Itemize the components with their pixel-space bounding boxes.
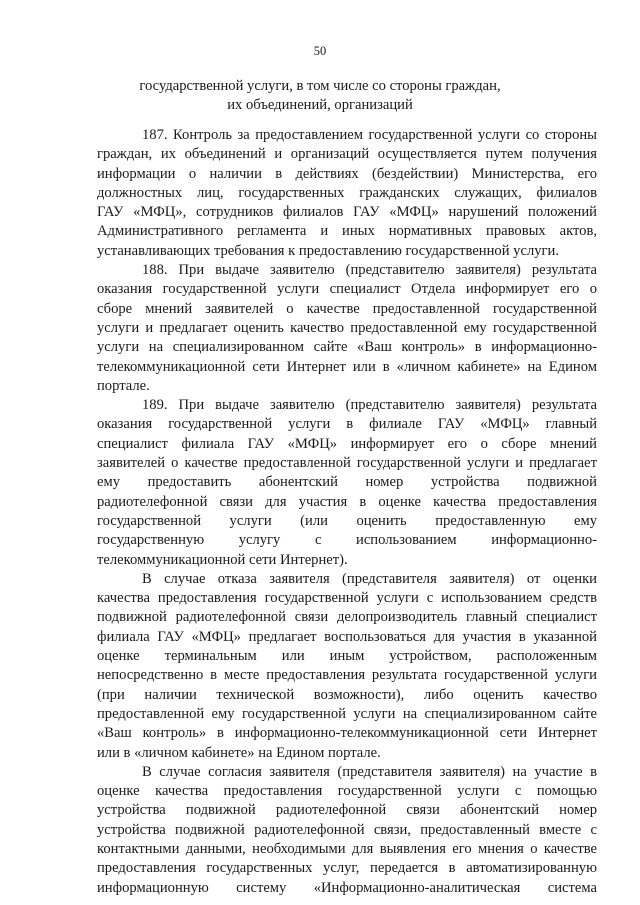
paragraph-187: [97, 126, 597, 261]
text-line: 187. Контроль за предоставлением государственной услуги со стороны: [142, 127, 597, 143]
text-line: заявителей о качестве предоставленной государственной услуги и предлагает: [97, 455, 597, 472]
paragraph-refusal: [97, 570, 597, 763]
heading-line: государственной услуги, в том числе со стороны граждан,: [139, 78, 501, 94]
text-line: ему предоставить абонентский номер устройства подвижной: [97, 474, 597, 491]
text-line: оказания государственной услуги в филиале ГАУ «МФЦ» главный: [97, 416, 597, 433]
text-line: ГАУ «МФЦ», сотрудников филиалов ГАУ «МФЦ» нарушений положений: [97, 204, 597, 221]
text-line: информации о наличии в действиях (бездействии) Министерства, его: [97, 165, 597, 182]
text-line: устройства подвижной радиотелефонной связи, предоставленный вместе с: [97, 821, 597, 838]
text-line: предоставленной ему государственной услуги на специализированном сайте: [97, 705, 597, 722]
text-line: оказания государственной услуги специалист Отдела информирует его о: [97, 281, 597, 298]
body-text: [97, 126, 597, 898]
text-line: подвижной радиотелефонной связи делопроизводитель главный специалист: [97, 609, 597, 626]
text-line: предоставления государственных услуг, передается в автоматизированную: [97, 860, 597, 877]
text-line: граждан, их объединений и организаций осуществляется путем получения: [97, 146, 597, 163]
text-line: качества предоставления государственной услуги с использованием средств: [97, 590, 597, 607]
text-line: должностных лиц, государственных гражданских служащих, филиалов: [97, 184, 597, 201]
text-line: 189. При выдаче заявителю (представителю заявителя) результата: [142, 397, 597, 414]
text-line: оценке качества предоставления государственной услуги с помощью: [97, 783, 597, 800]
text-line: филиала ГАУ «МФЦ» предлагает воспользоваться для участия в указанной: [97, 628, 597, 645]
text-line: сборе мнений заявителей о качестве предоставленной государственной: [97, 300, 597, 317]
section-heading: [0, 77, 640, 116]
text-line: Административного регламента и иных нормативных правовых актов,: [97, 223, 597, 240]
paragraph-189: [97, 396, 597, 570]
text-line: информационную систему «Информационно-аналитическая система: [97, 879, 597, 896]
text-line: «Ваш контроль» в информационно-телекоммуникационной сети Интернет: [97, 725, 597, 742]
text-line: В случае отказа заявителя (представителя заявителя) от оценки: [142, 570, 597, 587]
text-line: оценке терминальным или иным устройством, расположенным: [97, 648, 597, 665]
text-line: услуги на специализированном сайте «Ваш контроль» в информационно-: [97, 339, 597, 356]
paragraph-consent: [97, 763, 597, 898]
text-line: государственную услугу с использованием информационно-: [97, 532, 597, 549]
text-line: непосредственно в месте предоставления результата государственной услуги: [97, 667, 597, 684]
text-line: государственной услуги (или оценить предоставленную ему: [97, 512, 597, 529]
text-line: телекоммуникационной сети Интернет).: [97, 551, 348, 568]
page-number: 50: [313, 44, 327, 58]
paragraph-188: [97, 261, 597, 396]
heading-line: их объединений, организаций: [227, 97, 413, 114]
text-line: специалист филиала ГАУ «МФЦ» информирует его о сборе мнений: [97, 435, 597, 452]
text-line: телекоммуникационной сети Интернет или в «личном кабинете» на Едином: [97, 358, 597, 375]
text-line: или в «личном кабинете» на Едином портале.: [97, 744, 381, 761]
text-line: устройства подвижной радиотелефонной связи абонентский номер: [97, 802, 597, 819]
text-line: 188. При выдаче заявителю (представителю заявителя) результата: [142, 262, 597, 279]
text-line: (при наличии технической возможности), либо оценить качество: [97, 686, 597, 703]
text-line: В случае согласия заявителя (представителя заявителя) на участие в: [142, 763, 597, 780]
text-line: портале.: [97, 377, 150, 394]
text-line: контактными данными, необходимыми для выявления его мнения о качестве: [97, 840, 597, 857]
text-line: услуги и предлагает оценить качество предоставленной ему государственной: [97, 319, 597, 336]
text-line: устанавливающих требования к предоставлению государственной услуги.: [97, 242, 559, 259]
text-line: радиотелефонной связи для участия в оценке качества предоставления: [97, 493, 597, 510]
